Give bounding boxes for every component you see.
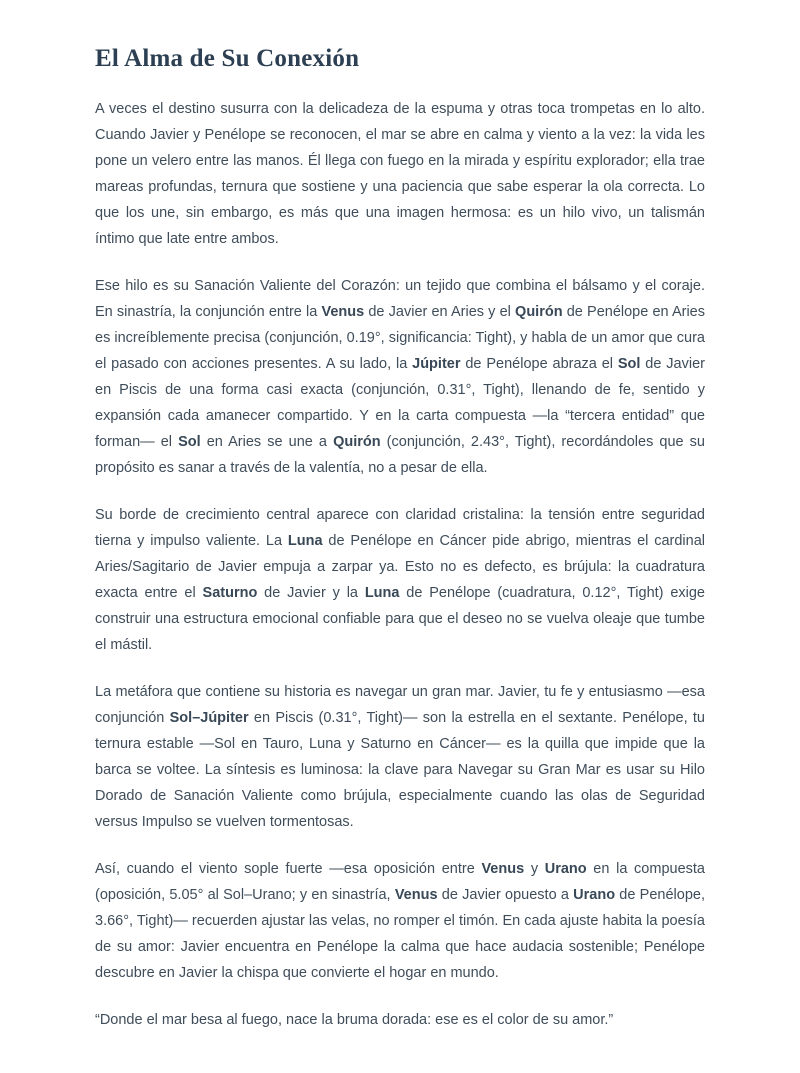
paragraph-sanacion-valiente: Ese hilo es su Sanación Valiente del Corazón: un tejido que combina el bálsamo y el coraje. En sinastría, la conjunción entre la Venus de Javier en Aries y el Quirón de Penélope en Aries es increíblemente precisa (conjunción, 0.19°, significancia: Tight), y habla de un amor que cura el pasado con acciones presentes. A su lado, la Júpiter de Penélope abraza el Sol de Javier en Piscis de una forma casi exacta (conjunción, 0.31°, Tight), llenando de fe, sentido y expansión cada amanecer compartido. Y en la carta compuesta —la “tercera entidad” que forman— el Sol en Aries se une a Quirón (conjunción, 2.43°, Tight), recordándoles que su propósito es sanar a través de la valentía, no a pesar de ella. xyxy=(95,278,705,476)
paragraph-borde-crecimiento: Su borde de crecimiento central aparece con claridad cristalina: la tensión entre seguridad tierna y impulso valiente. La Luna de Penélope en Cáncer pide abrigo, mientras el cardinal Aries/Sagitario de Javier empuja a zarpar ya. Esto no es defecto, es brújula: la cuadratura exacta entre el Saturno de Javier y la Luna de Penélope (cuadratura, 0.12°, Tight) exige construir una estructura emocional confiable para que el deseo no se vuelva oleaje que tumbe el mástil. xyxy=(95,507,705,653)
document-body xyxy=(95,96,705,1033)
paragraph-intro: A veces el destino susurra con la delicadeza de la espuma y otras toca trompetas en lo alto. Cuando Javier y Penélope se reconocen, el mar se abre en calma y viento a la vez: la vida les pone un velero entre las manos. Él llega con fuego en la mirada y espíritu explorador; ella trae mareas profundas, ternura que sostiene y una paciencia que sabe esperar la ola correcta. Lo que los une, sin embargo, es más que una imagen hermosa: es un hilo vivo, un talismán íntimo que late entre ambos. xyxy=(95,101,705,247)
closing-quote: “Donde el mar besa al fuego, nace la bruma dorada: ese es el color de su amor.” xyxy=(95,1012,614,1028)
paragraph-viento-fuerte: Así, cuando el viento sople fuerte —esa oposición entre Venus y Urano en la compuesta (oposición, 5.05° al Sol–Urano; y en sinastría, Venus de Javier opuesto a Urano de Penélope, 3.66°, Tight)— recuerden ajustar las velas, no romper el timón. En cada ajuste habita la poesía de su amor: Javier encuentra en Penélope la calma que hace audacia sostenible; Penélope descubre en Javier la chispa que convierte el hogar en mundo. xyxy=(95,861,705,981)
paragraph-metafora-mar: La metáfora que contiene su historia es navegar un gran mar. Javier, tu fe y entusiasmo —esa conjunción Sol–Júpiter en Piscis (0.31°, Tight)— son la estrella en el sextante. Penélope, tu ternura estable —Sol en Tauro, Luna y Saturno en Cáncer— es la quilla que impide que la barca se voltee. La síntesis es luminosa: la clave para Navegar su Gran Mar es usar su Hilo Dorado de Sanación Valiente como brújula, especialmente cuando las olas de Seguridad versus Impulso se vuelven tormentosas. xyxy=(95,684,705,830)
page-title: El Alma de Su Conexión xyxy=(95,45,360,72)
